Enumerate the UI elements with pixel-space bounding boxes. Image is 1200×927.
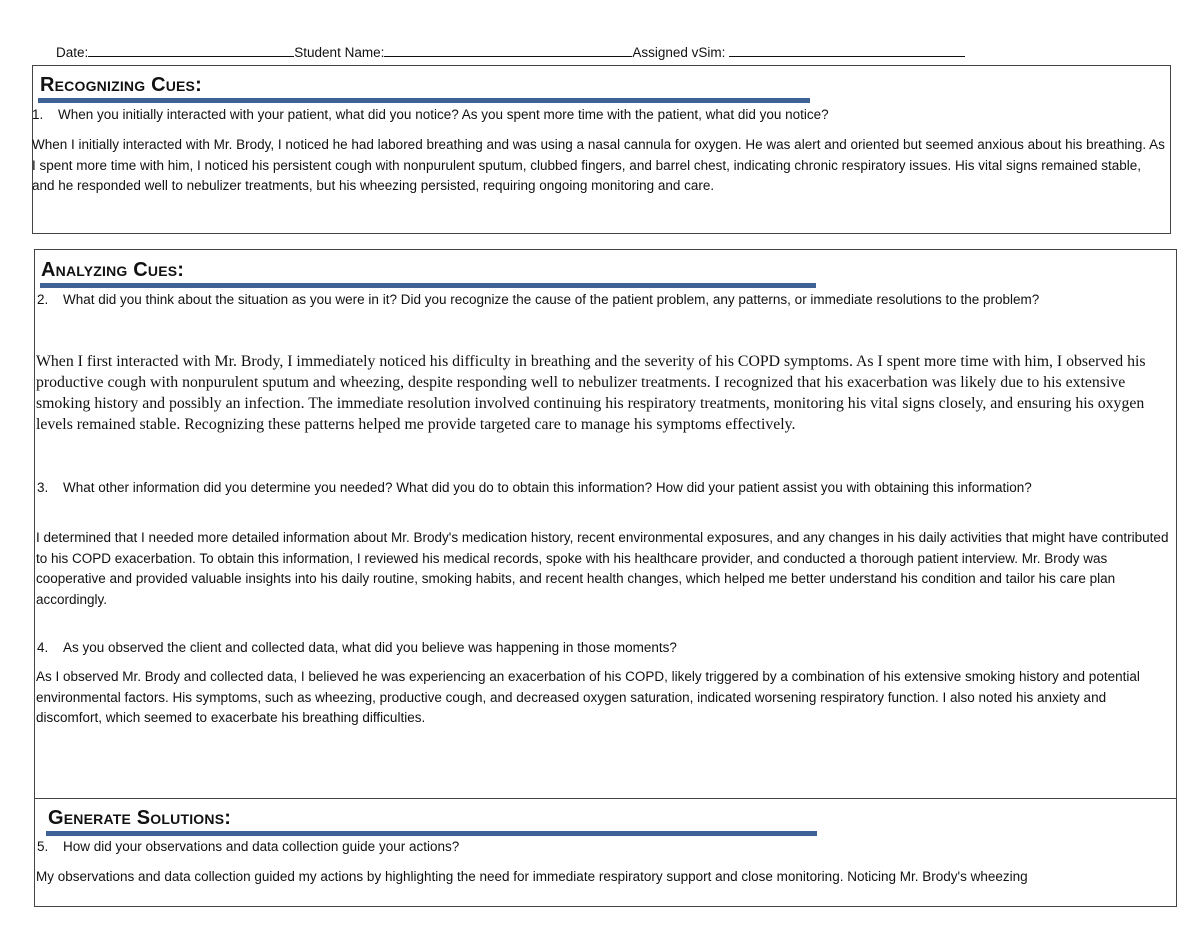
assigned-vsim-label: Assigned vSim: (632, 45, 730, 60)
question-5 (37, 837, 1147, 857)
section-divider (34, 798, 1177, 799)
answer-1[interactable]: When I initially interacted with Mr. Brody, I noticed he had labored breathing and was using a nasal cannula for oxygen. He was alert and oriented but seemed anxious about his breathing. As I spent more time with him, I noticed his persistent cough with nonpurulent sputum, clubbed fingers, and barrel chest, indicating chronic respiratory issues. His vital signs remained stable, and he responded well to nebulizer treatments, but his wheezing persisted, requiring ongoing monitoring and care. (32, 137, 1165, 193)
question-3 (37, 478, 1147, 498)
question-5-text: How did your observations and data collection guide your actions? (63, 839, 460, 854)
question-1-text: When you initially interacted with your patient, what did you notice? As you spent more time with the patient, what did you notice? (58, 107, 829, 122)
question-3-text: What other information did you determine you needed? What did you do to obtain this information? How did your patient assist you with obtaining this information? (63, 480, 1032, 495)
generate-solutions-title: Generate Solutions: (48, 807, 232, 829)
question-4-text: As you observed the client and collected data, what did you believe was happening in those moments? (63, 640, 677, 655)
analyzing-cues-title: Analyzing Cues: (41, 259, 185, 281)
answer-2[interactable]: When I first interacted with Mr. Brody, I immediately noticed his difficulty in breathing and the severity of his COPD symptoms. As I spent more time with him, I observed his productive cough with nonpurulent sputum and wheezing, despite responding well to nebulizer treatments. I recognized that his exacerbation was likely due to his extensive smoking history and possibly an infection. The immediate resolution involved continuing his respiratory treatments, monitoring his vital signs closely, and ensuring his oxygen levels remained stable. Recognizing these patterns helped me provide targeted care to manage his symptoms effectively. (36, 353, 1146, 433)
recognizing-cues-rule (38, 98, 810, 103)
question-2-text: What did you think about the situation as you were in it? Did you recognize the cause of the patient problem, any patterns, or immediate resolutions to the problem? (63, 292, 1040, 307)
answer-4[interactable]: As I observed Mr. Brody and collected data, I believed he was experiencing an exacerbation of his COPD, likely triggered by a combination of his extensive smoking history and potential environmental factors. His symptoms, such as wheezing, productive cough, and decreased oxygen saturation, indicated worsening respiratory function. I also noted his anxiety and discomfort, which seemed to exacerbate his breathing difficulties. (36, 669, 1140, 725)
date-field[interactable] (88, 44, 294, 57)
question-4-number: 4. (37, 640, 49, 655)
date-label: Date: (56, 45, 89, 60)
question-5-number: 5. (37, 839, 49, 854)
assigned-vsim-field[interactable] (729, 44, 965, 57)
question-1-number: 1. (32, 107, 44, 122)
question-4 (37, 638, 1147, 658)
question-3-number: 3. (37, 480, 49, 495)
header-fields (56, 44, 965, 60)
generate-solutions-rule (46, 831, 817, 836)
answer-3[interactable]: I determined that I needed more detailed information about Mr. Brody's medication history, recent environmental exposures, and any changes in his daily activities that might have contributed to his COPD exacerbation. To obtain this information, I reviewed his medical records, spoke with his healthcare provider, and conducted a thorough patient interview. Mr. Brody was cooperative and provided valuable insights into his daily routine, smoking habits, and recent health changes, which helped me better understand his condition and tailor his care plan accordingly. (36, 530, 1169, 607)
question-1 (32, 105, 1162, 125)
student-name-label: Student Name: (294, 45, 385, 60)
question-2 (37, 290, 1147, 310)
answer-5[interactable]: My observations and data collection guided my actions by highlighting the need for immediate respiratory support and close monitoring. Noticing Mr. Brody's wheezing (36, 869, 1028, 884)
question-2-number: 2. (37, 292, 49, 307)
student-name-field[interactable] (384, 44, 632, 57)
recognizing-cues-title: Recognizing Cues: (40, 74, 202, 96)
analyzing-cues-rule (40, 283, 816, 288)
